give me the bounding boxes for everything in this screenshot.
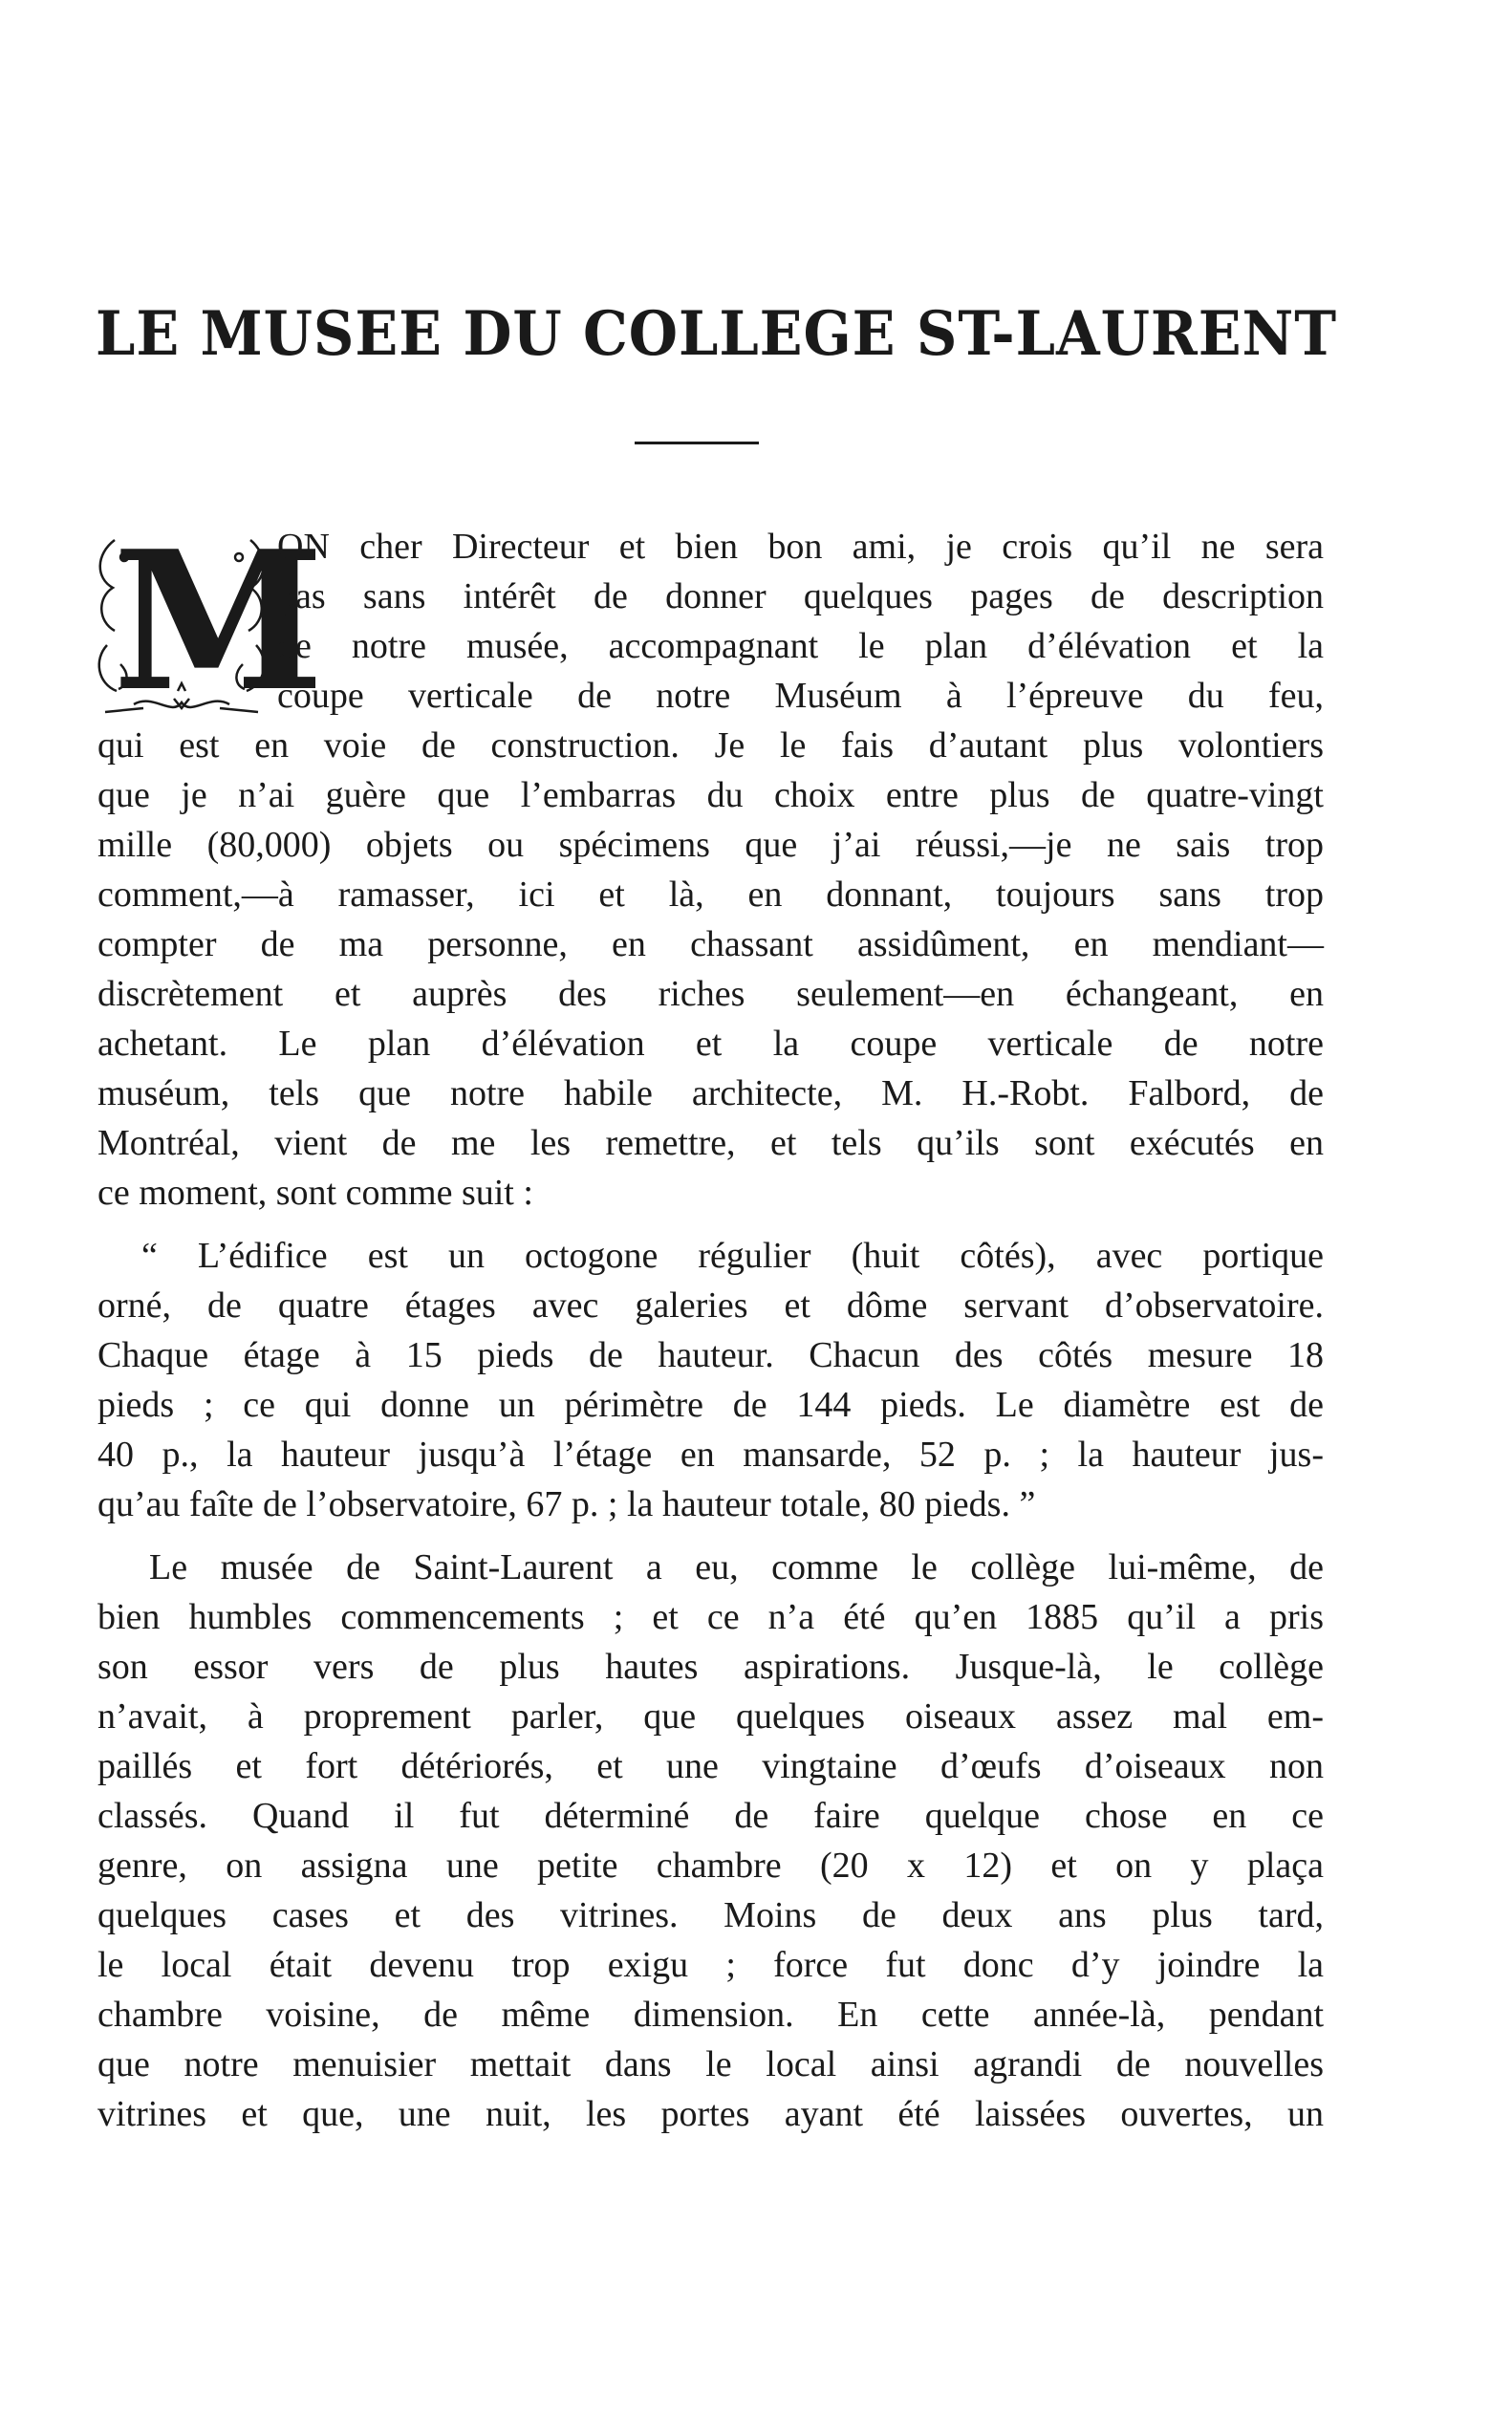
text-line: pas sans intérêt de donner quelques pages de description [277, 576, 1324, 616]
text-line: que notre menuisier mettait dans le local ainsi agrandi de nouvelles [97, 2044, 1324, 2084]
title-divider [635, 442, 759, 444]
text-line: ce moment, sont comme suit : [97, 1173, 533, 1213]
text-line: qu’au faîte de l’observatoire, 67 p. ; la hauteur totale, 80 pieds. ” [97, 1484, 1036, 1524]
text-line: 40 p., la hauteur jusqu’à l’étage en mansarde, 52 p. ; la hauteur jus- [97, 1435, 1324, 1475]
dropcap [86, 509, 325, 734]
text-line: muséum, tels que notre habile architecte, M. H.-Robt. Falbord, de [97, 1073, 1324, 1113]
text-line: de notre musée, accompagnant le plan d’élévation et la [277, 626, 1324, 666]
text-line: que je n’ai guère que l’embarras du choix entre plus de quatre-vingt [97, 775, 1324, 815]
text-line: le local était devenu trop exigu ; force fut donc d’y joindre la [97, 1945, 1324, 1985]
text-line: qui est en voie de construction. Je le fais d’autant plus volontiers [97, 725, 1324, 766]
text-line: coupe verticale de notre Muséum à l’épreuve du feu, [277, 676, 1324, 716]
text-line: pieds ; ce qui donne un périmètre de 144 pieds. Le diamètre est de [97, 1385, 1324, 1425]
text-line: n’avait, à proprement parler, que quelques oiseaux assez mal em- [97, 1696, 1324, 1737]
text-line: discrètement et auprès des riches seulement—en échangeant, en [97, 974, 1324, 1014]
page-title: LE MUSEE DU COLLEGE ST-LAURENT [96, 298, 1337, 370]
text-line: compter de ma personne, en chassant assidûment, en mendiant— [97, 924, 1324, 964]
text-line: classés. Quand il fut déterminé de faire quelque chose en ce [97, 1796, 1324, 1836]
text-line: chambre voisine, de même dimension. En cette année-là, pendant [97, 1995, 1324, 2035]
text-line: bien humbles commencements ; et ce n’a été qu’en 1885 qu’il a pris [97, 1597, 1324, 1637]
text-line: orné, de quatre étages avec galeries et dôme servant d’observatoire. [97, 1285, 1324, 1326]
text-line: son essor vers de plus hautes aspirations. Jusque-là, le collège [97, 1647, 1324, 1687]
text-line: ON cher Directeur et bien bon ami, je crois qu’il ne sera [277, 527, 1324, 567]
text-line: vitrines et que, une nuit, les portes ayant été laissées ouvertes, un [97, 2094, 1324, 2134]
text-line: comment,—à ramasser, ici et là, en donnant, toujours sans trop [97, 874, 1324, 915]
text-line: Montréal, vient de me les remettre, et tels qu’ils sont exécutés en [97, 1123, 1324, 1163]
text-line: Le musée de Saint-Laurent a eu, comme le collège lui-même, de [149, 1547, 1324, 1587]
text-line: “ L’édifice est un octogone régulier (huit côtés), avec portique [141, 1236, 1324, 1276]
text-line: genre, on assigna une petite chambre (20 x 12) et on y plaça [97, 1846, 1324, 1886]
text-line: achetant. Le plan d’élévation et la coupe verticale de notre [97, 1024, 1324, 1064]
text-line: quelques cases et des vitrines. Moins de deux ans plus tard, [97, 1895, 1324, 1935]
text-line: mille (80,000) objets ou spécimens que j’ai réussi,—je ne sais trop [97, 825, 1324, 865]
text-line: Chaque étage à 15 pieds de hauteur. Chacun des côtés mesure 18 [97, 1335, 1324, 1375]
dropcap-letter: M [113, 509, 325, 734]
text-line: paillés et fort détériorés, et une vingtaine d’œufs d’oiseaux non [97, 1746, 1324, 1786]
